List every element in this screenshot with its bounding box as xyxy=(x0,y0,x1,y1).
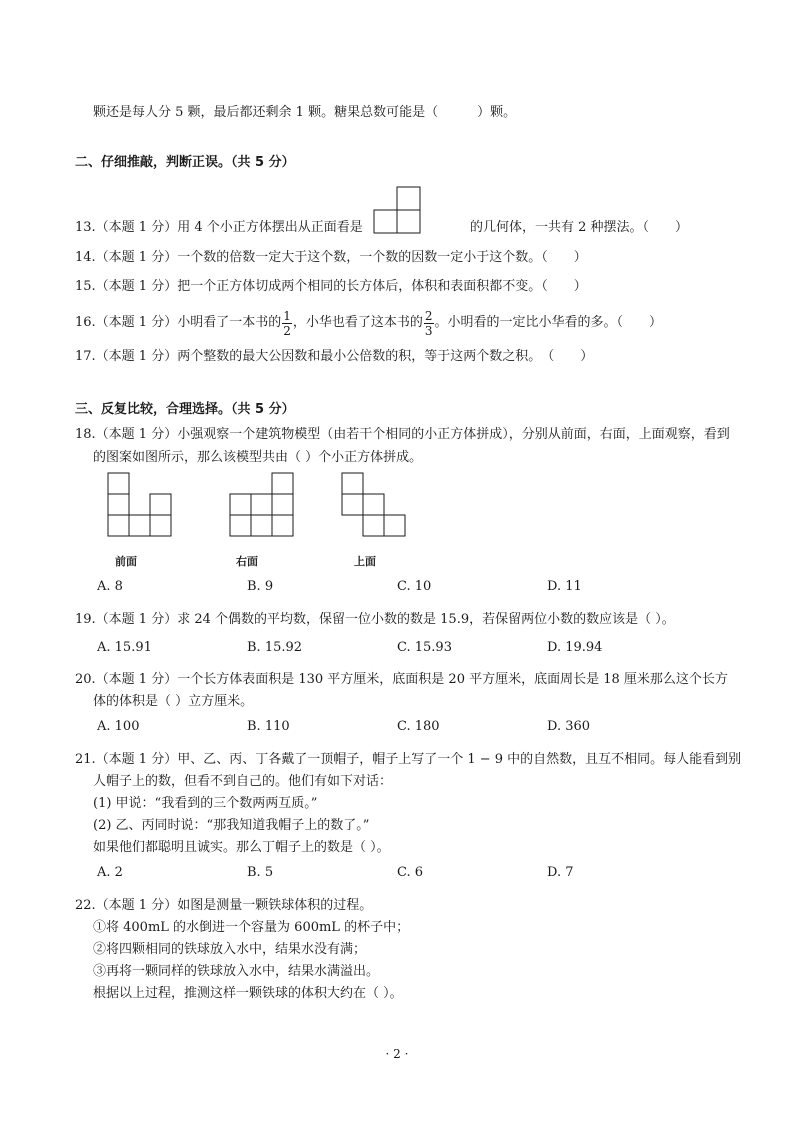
q19: 19.（本题 1 分）求 24 个偶数的平均数，保留一位小数的数是 15.9，若保留两位小数的数应该是（ ）。 xyxy=(75,612,675,627)
q21-option-d[interactable]: D. 7 xyxy=(547,865,574,880)
q21-line-1: 21.（本题 1 分）甲、乙、丙、丁各戴了一顶帽子，帽子上写了一个 1 − 9 中的自然数，且互不相同。每人能看到别 xyxy=(75,752,742,767)
q17: 17.（本题 1 分）两个整数的最大公因数和最小公倍数的积，等于这两个数之积。 （ ） xyxy=(75,349,594,364)
q18-option-b[interactable]: B. 9 xyxy=(247,579,274,594)
q20-line-2: 体的体积是（ ）立方厘米。 xyxy=(93,694,254,709)
section-3-title: 三、反复比较，合理选择。（共 5 分） xyxy=(75,402,295,417)
q18-view-label-right: 右面 xyxy=(236,555,258,568)
q18-top-view-figure xyxy=(0,0,1,1)
q16-fraction-2-den: 3 xyxy=(424,323,433,338)
section-2-title: 二、仔细推敲，判断正误。（共 5 分） xyxy=(75,155,295,170)
q21-line-2: 人帽子上的数，但看不到自己的。他们有如下对话： xyxy=(93,774,393,789)
q20-option-d[interactable]: D. 360 xyxy=(547,719,591,734)
q18-option-a[interactable]: A. 8 xyxy=(97,579,123,594)
q16-fraction-2 xyxy=(424,310,434,337)
q16-fraction-1-den: 2 xyxy=(283,323,291,338)
q19-option-c[interactable]: C. 15.93 xyxy=(397,640,452,655)
page-number: · 2 · xyxy=(385,1047,409,1061)
q20-option-a[interactable]: A. 100 xyxy=(97,719,140,734)
q19-option-b[interactable]: B. 15.92 xyxy=(247,640,303,655)
q21-option-a[interactable]: A. 2 xyxy=(97,865,123,880)
q16-text-a: 16.（本题 1 分）小明看了一本书的 xyxy=(75,315,282,330)
q20-option-c[interactable]: C. 180 xyxy=(397,719,440,734)
q16-fraction-1 xyxy=(282,310,292,337)
q13-text-b: 的几何体，一共有 2 种摆法。（ ） xyxy=(470,220,689,235)
q18-option-c[interactable]: C. 10 xyxy=(397,579,432,594)
q16 xyxy=(75,307,662,339)
q22-line-4: ③再将一颗同样的铁球放入水中，结果水满溢出。 xyxy=(93,964,380,979)
q22-line-2: ①将 400mL 的水倒进一个容量为 600mL 的杯子中； xyxy=(93,920,410,935)
q21-option-c[interactable]: C. 6 xyxy=(397,865,424,880)
q21-line-3: (1) 甲说：“我看到的三个数两两互质。” xyxy=(93,796,318,811)
q22-line-5: 根据以上过程，推测这样一颗铁球的体积大约在（ ）。 xyxy=(93,986,403,1001)
q18-line-1: 18.（本题 1 分）小强观察一个建筑物模型（由若干个相同的小正方体拼成），分别从前面，右面，上面观察，看到 xyxy=(75,427,730,442)
q16-fraction-2-num: 2 xyxy=(424,308,433,323)
q14: 14.（本题 1 分）一个数的倍数一定大于这个数，一个数的因数一定小于这个数。（ ） xyxy=(75,250,587,265)
q22-line-3: ②将四颗相同的铁球放入水中，结果水没有满； xyxy=(93,942,367,957)
q16-fraction-1-num: 1 xyxy=(283,308,291,323)
q19-option-a[interactable]: A. 15.91 xyxy=(97,640,152,655)
q18-view-label-top: 上面 xyxy=(354,555,376,568)
q21-option-b[interactable]: B. 5 xyxy=(247,865,274,880)
q18-line-2: 的图案如图所示，那么该模型共由（ ）个小正方体拼成。 xyxy=(93,450,423,465)
q20-line-1: 20.（本题 1 分）一个长方体表面积是 130 平方厘米，底面积是 20 平方厘米，底面周长是 18 厘米那么这个长方 xyxy=(75,672,728,687)
q19-option-d[interactable]: D. 19.94 xyxy=(547,640,603,655)
q20-option-b[interactable]: B. 110 xyxy=(247,719,290,734)
q13-text-a: 13.（本题 1 分）用 4 个小正方体摆出从正面看是 xyxy=(75,220,363,235)
q21-line-4: (2) 乙、丙同时说：“那我知道我帽子上的数了。” xyxy=(93,818,370,833)
q21-line-5: 如果他们都聪明且诚实。那么丁帽子上的数是（ ）。 xyxy=(93,840,390,855)
q18-option-d[interactable]: D. 11 xyxy=(547,579,582,594)
q12-tail: 颗还是每人分 5 颗，最后都还剩余 1 颗。糖果总数可能是（ ）颗。 xyxy=(93,105,517,120)
q16-text-b: ，小华也看了这本书的 xyxy=(292,315,423,330)
q16-text-c: 。小明看的一定比小华看的多。（ ） xyxy=(434,315,663,330)
q15: 15.（本题 1 分）把一个正方体切成两个相同的长方体后，体积和表面积都不变。（ ） xyxy=(75,279,587,294)
q18-view-label-front: 前面 xyxy=(115,555,137,568)
q22-line-1: 22.（本题 1 分）如图是测量一颗铁球体积的过程。 xyxy=(75,898,373,913)
